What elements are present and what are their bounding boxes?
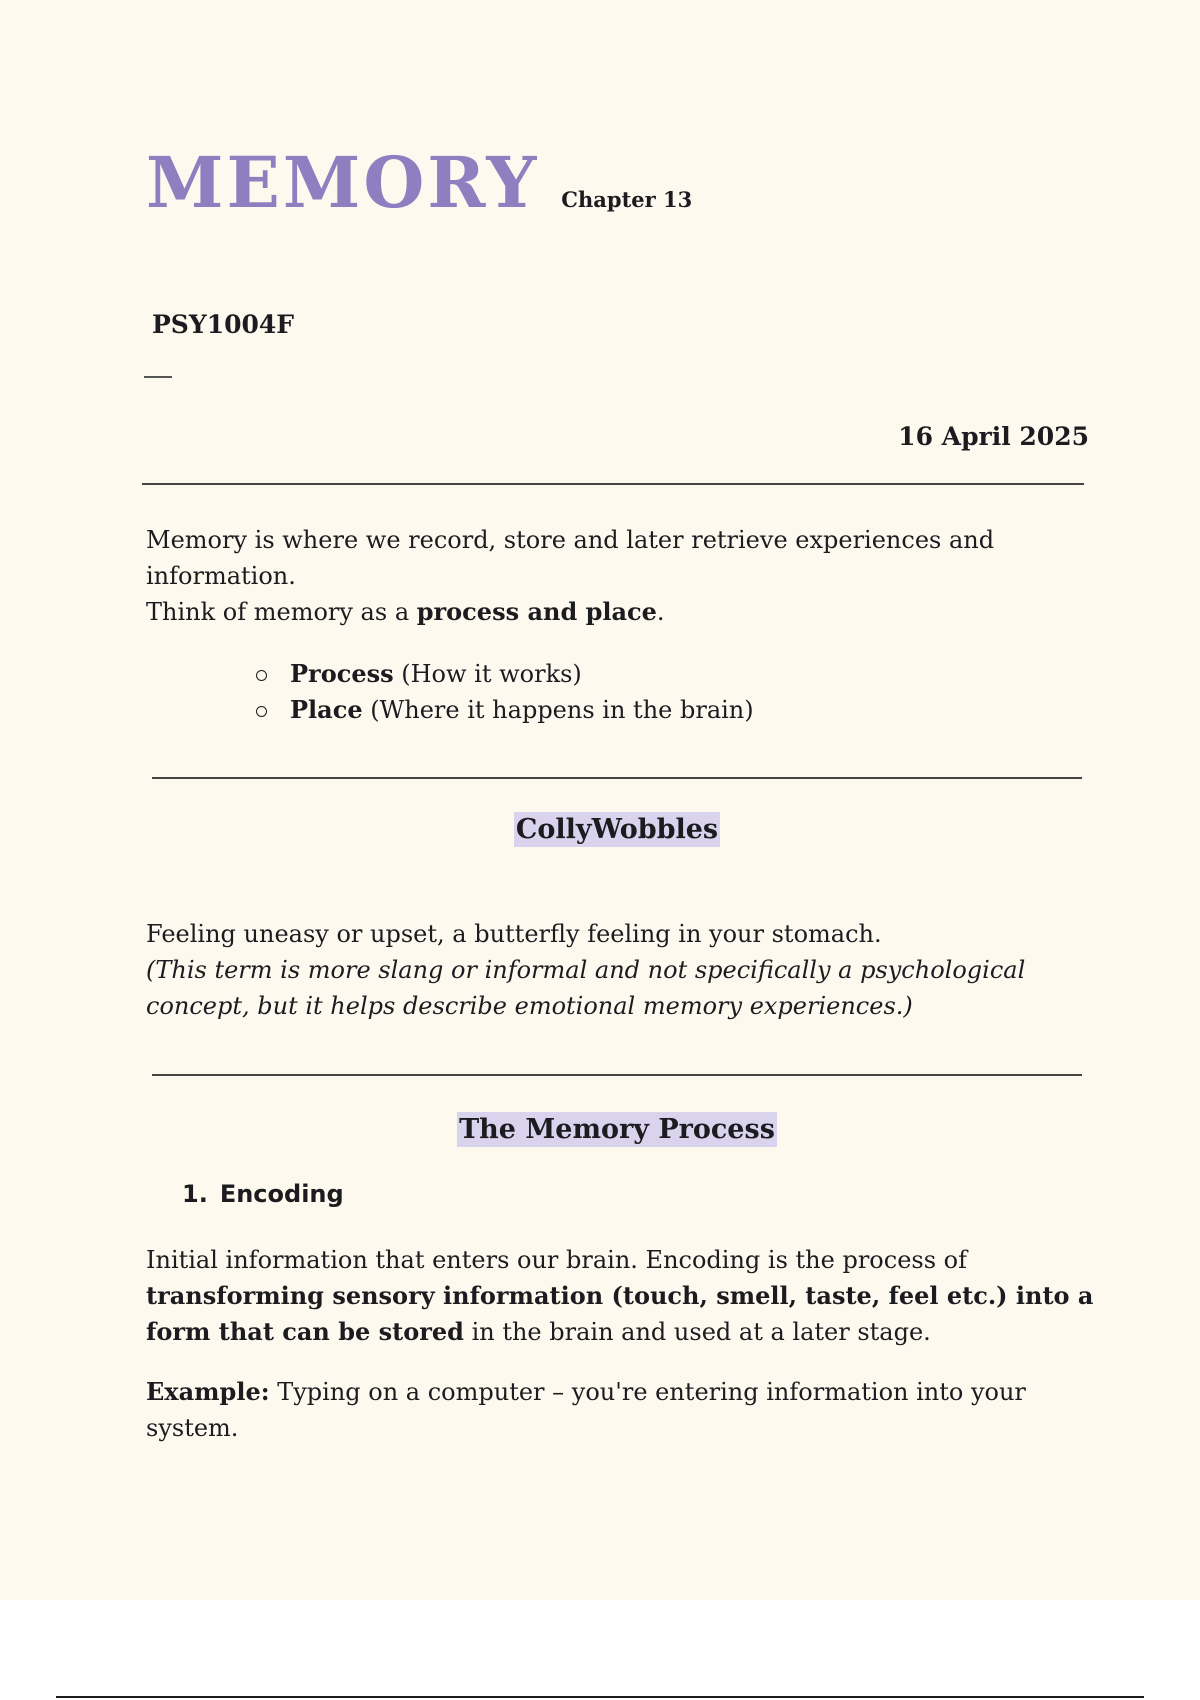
section-heading-collywobbles [0, 814, 1200, 845]
definition-note: (This term is more slang or informal and not specifically a psychological concept, but it helps describe emotional memory experiences.) [146, 956, 1026, 1020]
definition-text: Feeling uneasy or upset, a butterfly feeling in your stomach. [146, 920, 882, 948]
course-code: PSY1004F [152, 310, 295, 339]
highlighted-heading-text: CollyWobbles [515, 814, 719, 845]
intro-line-2-end: . [656, 598, 665, 626]
list-item-bold: Place [290, 695, 363, 724]
intro-paragraph [146, 522, 1096, 630]
horizontal-divider [142, 483, 1084, 485]
document-date: 16 April 2025 [898, 422, 1089, 451]
example-text: Typing on a computer – you're entering information into your system. [146, 1378, 1026, 1442]
definition-paragraph [146, 916, 1096, 1024]
example-label: Example: [146, 1377, 270, 1406]
encoding-text-bold: transforming sensory information (touch, smell, taste, feel etc.) into a form that can be stored [146, 1281, 1094, 1346]
hollow-circle-bullet-icon [256, 670, 267, 681]
intro-line-2-bold: process and place [416, 597, 657, 626]
example-paragraph [146, 1374, 1106, 1446]
list-item-text: (How it works) [393, 660, 582, 688]
document-title: MEMORY [146, 141, 540, 224]
short-divider [144, 376, 172, 378]
highlighted-heading-text: The Memory Process [459, 1114, 775, 1145]
item-label: Encoding [219, 1180, 344, 1208]
encoding-text-start: Initial information that enters our brain. Encoding is the process of [146, 1246, 967, 1274]
encoding-paragraph [146, 1242, 1096, 1350]
list-item-text: (Where it happens in the brain) [362, 696, 754, 724]
list-item [256, 656, 754, 692]
encoding-text-end: in the brain and used at a later stage. [463, 1318, 931, 1346]
section-heading-memory-process [0, 1114, 1200, 1145]
horizontal-divider [152, 777, 1082, 779]
list-item [256, 692, 754, 728]
hollow-circle-bullet-icon [256, 706, 267, 717]
chapter-label: Chapter 13 [561, 187, 693, 212]
list-item-bold: Process [290, 659, 394, 688]
item-number: 1. [182, 1180, 208, 1208]
numbered-item-encoding [182, 1180, 344, 1208]
intro-line-2-start: Think of memory as a [146, 598, 417, 626]
footer-rule [56, 1696, 1144, 1698]
process-place-list [256, 656, 754, 728]
horizontal-divider [152, 1074, 1082, 1076]
intro-line-1: Memory is where we record, store and later retrieve experiences and information. [146, 526, 995, 590]
title-row [146, 141, 693, 224]
